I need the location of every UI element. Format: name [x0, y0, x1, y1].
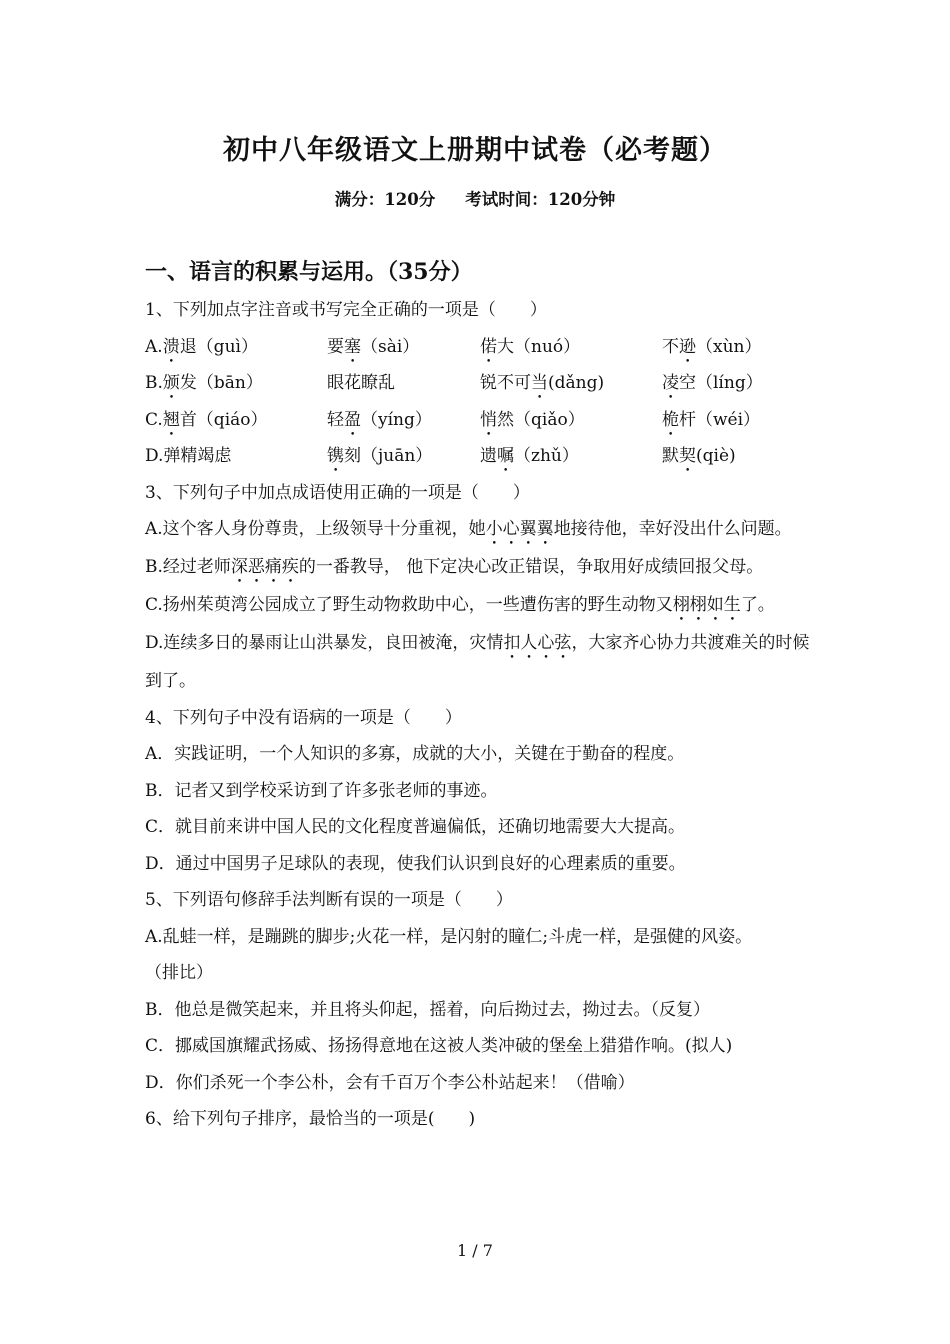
question-content: [145, 292, 815, 1138]
option-cell: 眼花瞭乱: [327, 373, 395, 393]
question-4-option-a: A．实践证明，一个人知识的多寡，成就的大小，关键在于勤奋的程度。: [145, 744, 685, 764]
option-cell: 默契(qiè): [662, 446, 736, 466]
question-5-option-a: A.乱蛙一样，是蹦跳的脚步;火花一样，是闪射的瞳仁;斗虎一样，是强健的风姿。: [145, 926, 753, 947]
option-cell: B.颁发（bān）: [145, 373, 263, 393]
option-cell: 轻盈（yíng）: [327, 409, 432, 430]
question-5-option-c: C．挪威国旗耀武扬威、扬扬得意地在这被人类冲破的堡垒上猎猎作响。(拟人): [145, 1036, 733, 1056]
question-3-option-d: D.连续多日的暴雨让山洪暴发，良田被淹，灾情扣人心弦，大家齐心协力共渡难关的时候到了。: [145, 633, 810, 691]
option-cell: 凌空（líng）: [662, 373, 763, 393]
option-cell: C.翘首（qiáo）: [145, 409, 268, 430]
question-4-stem: 4、下列句子中没有语病的一项是（ ）: [145, 707, 462, 728]
option-cell: 要塞（sài）: [327, 336, 420, 357]
question-1-stem: 1、下列加点字注音或书写完全正确的一项是（ ）: [145, 300, 547, 320]
page-number: 1 / 7: [457, 1241, 493, 1260]
question-4-option-d: D．通过中国男子足球队的表现，使我们认识到良好的心理素质的重要。: [145, 853, 686, 874]
option-cell: 锐不可当(dǎng): [480, 373, 605, 393]
question-5-option-d: D．你们杀死一个李公朴，会有千百万个李公朴站起来！（借喻）: [145, 1072, 635, 1093]
full-score: 满分：120分: [334, 190, 436, 209]
question-3-option-b: B.经过老师深恶痛疾的一番教导， 他下定决心改正错误，争取用好成绩回报父母。: [145, 557, 764, 577]
question-5-option-a-tag: （排比）: [145, 963, 213, 983]
question-1-option-d: [145, 438, 815, 475]
question-3-option-a: A.这个客人身份尊贵，上级领导十分重视，她小心翼翼地接待他，幸好没出什么问题。: [145, 519, 792, 539]
option-cell: 不逊（xùn）: [662, 336, 762, 357]
question-6-stem: 6、给下列句子排序，最恰当的一项是( ): [145, 1109, 476, 1129]
question-1-option-b: [145, 365, 815, 402]
option-cell: 悄然（qiǎo）: [480, 409, 585, 430]
section-title: 一、语言的积累与运用。（35分）: [145, 259, 473, 285]
option-cell: D.弹精竭虑: [145, 446, 232, 466]
option-cell: 遗嘱（zhǔ）: [480, 446, 579, 466]
question-3-stem: 3、下列句子中加点成语使用正确的一项是（ ）: [145, 482, 530, 503]
option-cell: 偌大（nuó）: [480, 336, 581, 357]
question-4-option-b: B．记者又到学校采访到了许多张老师的事迹。: [145, 780, 498, 801]
exam-time: 考试时间：120分钟: [465, 190, 616, 209]
question-4-option-c: C．就目前来讲中国人民的文化程度普遍偏低，还确切地需要大大提高。: [145, 817, 686, 837]
option-cell: 镌刻（juān）: [327, 446, 433, 466]
question-1-option-c: [145, 402, 815, 439]
option-cell: 桅杆（wéi）: [662, 409, 761, 430]
question-1-option-a: [145, 329, 815, 366]
exam-info: [0, 186, 950, 210]
page-title: 初中八年级语文上册期中试卷（必考题）: [223, 135, 727, 166]
question-5-option-b: B．他总是微笑起来，并且将头仰起，摇着，向后拗过去，拗过去。（反复）: [145, 999, 710, 1020]
question-3-option-c: C.扬州茱萸湾公园成立了野生动物救助中心，一些遭伤害的野生动物又栩栩如生了。: [145, 595, 775, 615]
question-5-stem: 5、下列语句修辞手法判断有误的一项是（ ）: [145, 890, 513, 910]
option-cell: A.溃退（guì）: [145, 336, 258, 357]
